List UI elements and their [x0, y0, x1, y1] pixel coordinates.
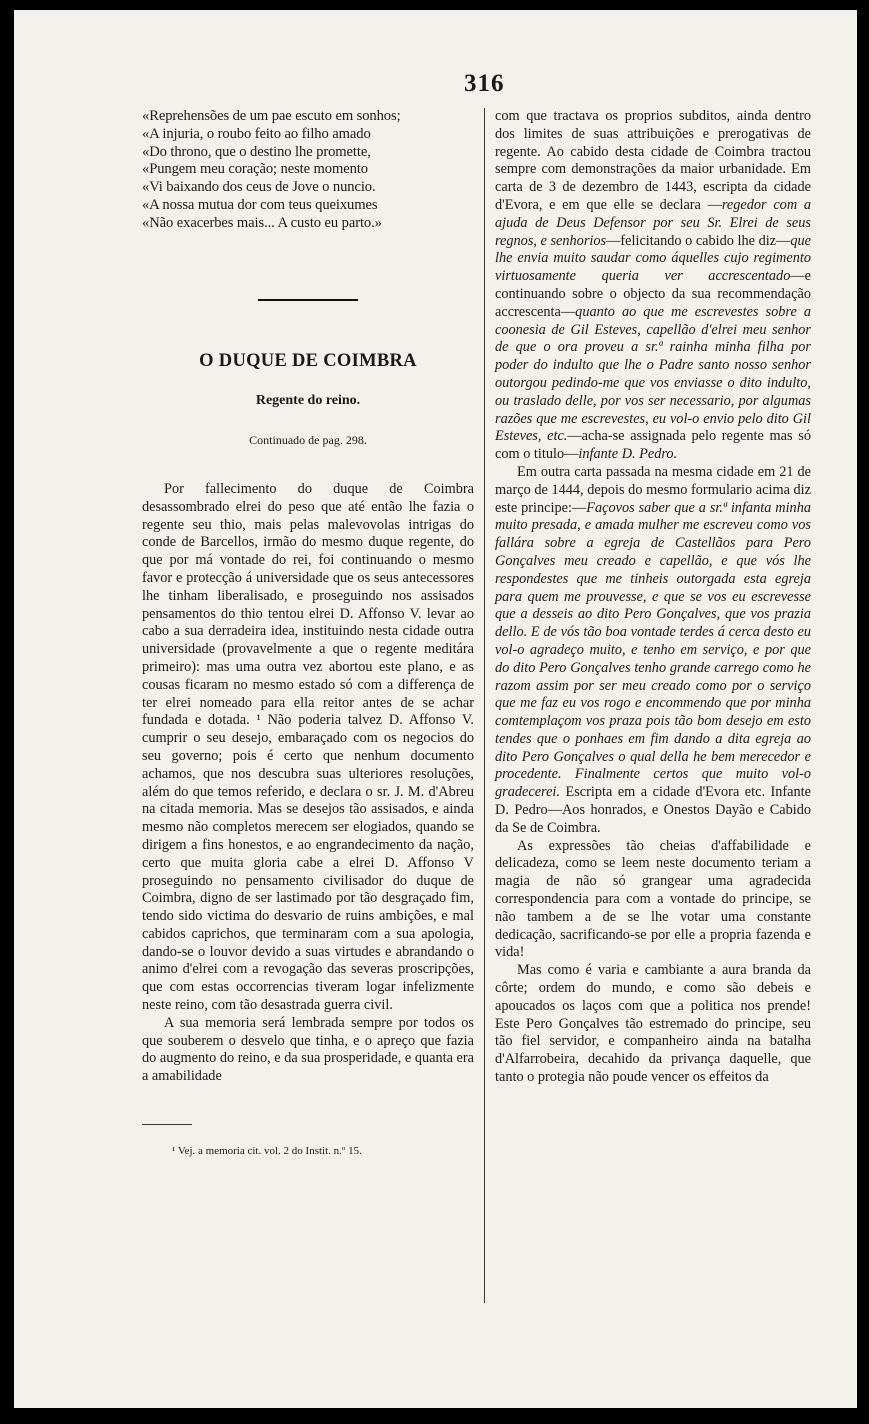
article-title: O DUQUE DE COIMBRA [199, 350, 417, 371]
body-paragraph [495, 464, 811, 838]
text-run: —acha-se assignada pelo regente mas só com o titulo— [495, 428, 811, 463]
continued-note: Continuado de pag. 298. [249, 433, 367, 448]
poem-line: «Não exacerbes mais... A custo eu parto.» [142, 214, 382, 231]
poem-line: «A nossa mutua dor com teus queixumes [142, 196, 378, 213]
poem-verses [142, 108, 474, 233]
text-run: Escripta em a cidade d'Evora etc. Infante D. Pedro—Aos honrados, e Onestos Dayão e Cabido da Se de Coimbra. [495, 784, 811, 836]
quoted-text: infante D. Pedro. [578, 446, 678, 463]
article-subtitle: Regente do reino. [255, 393, 361, 409]
poem-line: «Vi baixando dos ceus de Jove o nuncio. [142, 179, 376, 196]
poem-line: «Pungem meu coração; neste momento [142, 161, 368, 178]
left-column [142, 108, 474, 1161]
quoted-text: regedor com a ajuda de Deus Defensor por seu Sr. Elrei de seus regnos, e senhorios [495, 196, 811, 249]
poem-line: «Reprehensões de um pae escuto em sonhos; [142, 108, 401, 124]
quoted-text: quanto ao que me escrevestes sobre a coonesia de Gil Esteves, capellão d'elrei meu senhor de que o ora proveu a sr.ª rainha minha filha por poder do indulto que lhe o Padre santo nosso senhor outorgou pedindo-me que vos enviasse o dito indulto, ou traslado delle, por vos ser necessario, por algumas razões que me escrevestes, eu vol-o envio pelo dito Gil Esteves, etc. [495, 303, 811, 445]
text-run: Em outra carta passada na mesma cidade em 21 de março de 1444, depois do mesmo formulario acima diz este principe:— [495, 463, 811, 516]
text-run: —e continuando sobre o objecto da sua recommendação accrescenta— [495, 268, 811, 320]
footnote-divider [142, 1124, 192, 1125]
body-paragraph [495, 108, 811, 464]
body-paragraph: Por fallecimento do duque de Coimbra desassombrado elrei do peso que até então lhe fazia o regente seu thio, mais pelas malevovolas intrigas do conde de Barcellos, irmão do mesmo duque regente, do que por má vontade do rei, foi continuando o mesmo favor e protecção á universidade que os seus antecessores lhe tinham liberalisado, e proseguindo nos assisados pensamentos do thio tentou elrei D. Affonso V. levar ao cabo a sua derradeira idea, instituindo nesta cidade outra universidade (provavelmente a que o regente meditára primeiro): mas uma outra vez abortou este plano, e as cousas ficaram no mesmo estado só com a differença de ter elrei nomeado para ella reitor antes de se achar fundada e dotada. ¹ Não poderia talvez D. Affonso V. cumprir o seu desejo, embaraçado com os negocios do seu governo; pois é certo que nenhum documento achamos, que nos descubra suas ulteriores resoluções, além do que temos referido, e declara o sr. J. M. d'Abreu na citada memoria. Mas se desejos tão assisados, e ainda mesmo não completos merecem ser elogiados, quando se dirigem a fins honestos, e ao engrandecimento da nação, certo que muita gloria cabe a elrei D. Affonso V proseguindo no pensamento civilisador do duque de Coimbra, digno de ser lastimado por tão desgraçado fim, tendo sido victima do desvario de ruins ambições, e mal cabidos caprichos, que terminaram com a sua apologia, dando-se o louvor devido a suas virtudes e abrandando o animo d'elrei com a revogação das severas proscripções, que com estas occorrencias tiveram logar infelizmente neste reino, com tão desastrada guerra civil. [142, 480, 474, 1014]
newspaper-page [14, 10, 857, 1408]
column-divider [484, 108, 485, 1303]
quoted-text: Façovos saber que a sr.ª infanta minha muito presada, e amada mulher me escreveu como vos fallára sobre a egreja de Castellãos para Pero Gonçalves meu creado e capellão, e que vós lhe respondestes que me tinheis outorgada esta egreja para quem me prouvesse, e que se vos eu escrevesse que a desseis ao dito Pero Gonçalves, que vos prazia dello. E de vós tão boa vontade terdes á cerca desto eu vol-o agradeço muito, e tenho em serviço, e por que do dito Pero Gonçalves tenho grande carrego como he razom assim por ser meu creado como por o serviço que me faz eu vos rogo e encommendo que por minha comtemplaçom vos praza pois tão bom desejo em esto tendes que o ponhaes em fim dando a dita egreja ao dito Pero Gonçalves o qual della he bem merecedor e procedente. Finalmente certos que muito vol-o gradecerei. [495, 499, 811, 801]
right-column [495, 108, 811, 1087]
text-run: —felicitando o cabido lhe diz— [606, 232, 791, 249]
page-number: 316 [464, 70, 505, 97]
poem-line: «A injuria, o roubo feito ao filho amado [142, 125, 371, 142]
body-paragraph: A sua memoria será lembrada sempre por todos os que souberem o desvelo que tinha, e o apreço que fazia do augmento do reino, e da sua prosperidade, e quanta era a amabilidade [142, 1014, 474, 1085]
quoted-text: que lhe envia muito saudar como áquelles cujo regimento virtuosamente queria ver accrescentado [495, 232, 812, 285]
section-divider [258, 299, 358, 301]
body-paragraph: As expressões tão cheias d'affabilidade e delicadeza, como se leem neste documento teriam a magia de não só grangear uma agradecida correspondencia para com a vontade do principe, se não tambem a de se lhe votar uma constante dedicação, sacrificando-se por elle a propria fazenda e vida! [495, 837, 811, 961]
poem-line: «Do throno, que o destino lhe promette, [142, 143, 371, 160]
body-paragraph: Mas como é varia e cambiante a aura branda da côrte; ordem do mundo, e como são debeis e apoucados os laços com que a politica nos prende! Este Pero Gonçalves tão estremado do principe, seu tão fiel servidor, e companheiro ainda na batalha d'Alfarrobeira, decahido da privança daquelle, que tanto o protegia não poude vencer os effeitos da [495, 962, 811, 1086]
footnote: ¹ Vej. a memoria cit. vol. 2 do Instit. n.º 15. [172, 1145, 362, 1158]
text-run: com que tractava os proprios subditos, ainda dentro dos limites de suas attribuições e prerogativas de regente. Ao cabido desta cidade de Coimbra tractou sempre com demonstrações da maior urbanidade. Em carta de 3 de dezembro de 1443, escripta da cidade d'Evora, e em que elle se declara — [495, 108, 811, 213]
